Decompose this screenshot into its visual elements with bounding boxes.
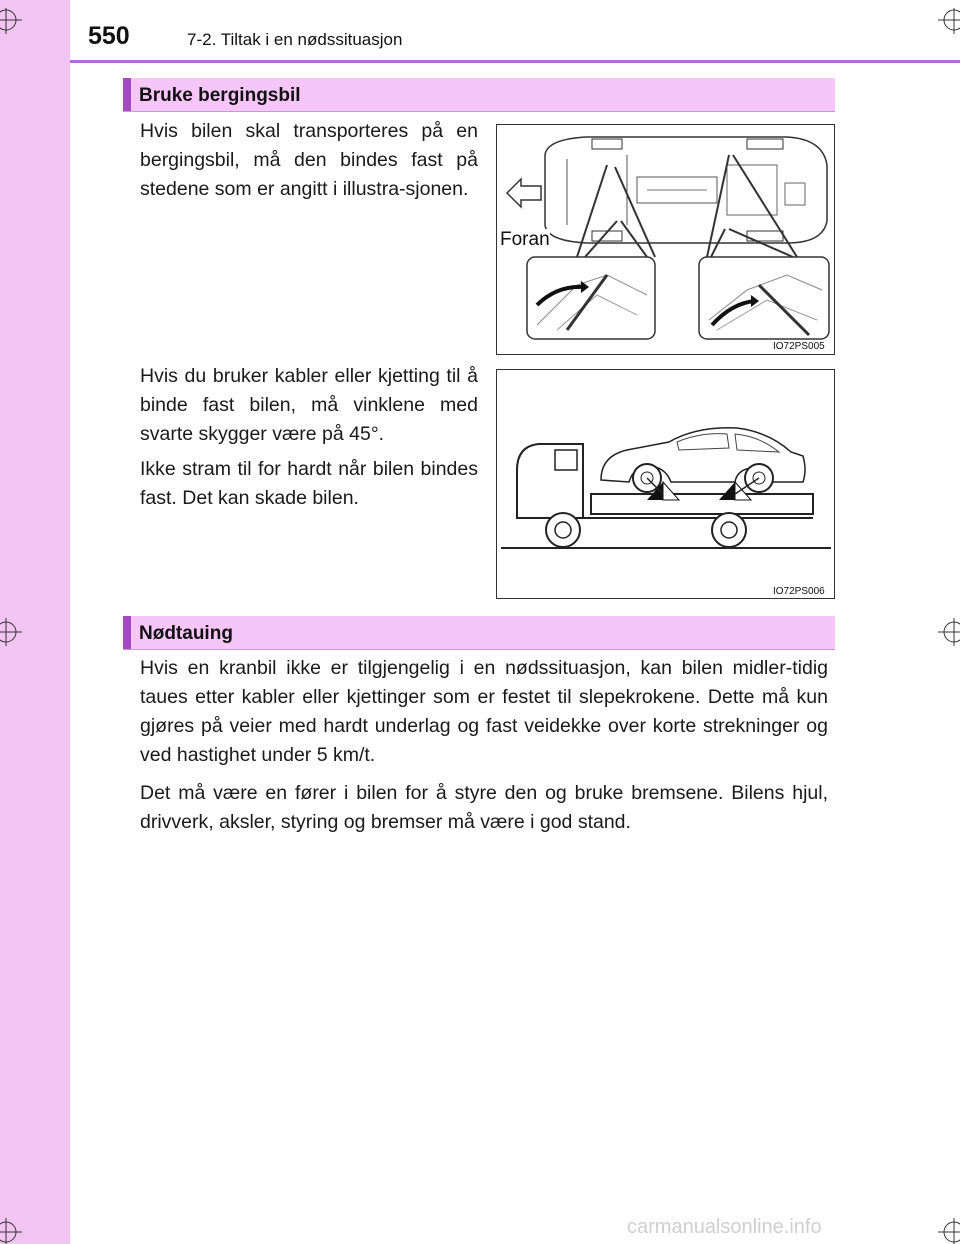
emergency-towing-paragraph-1: Hvis en kranbil ikke er tilgjengelig i en nødssituasjon, kan bilen midler-tidig taues etter kabler eller kjettinger som er festet til slepekrokene. Dette må kun gjøres på veier med hardt underlag og fast veidekke over korte strekninger og ved hastighet under 5 km/t.	[140, 657, 828, 766]
page-number: 550	[88, 22, 130, 50]
tow-truck-paragraph-3: Ikke stram til for hardt når bilen bindes fast. Det kan skade bilen.	[140, 458, 478, 509]
section-heading-bar	[123, 616, 131, 649]
registration-mark-icon	[930, 612, 960, 652]
section-heading-tow-truck	[123, 78, 835, 112]
figure-id: IO72PS006	[773, 586, 825, 597]
section-heading-bar	[123, 78, 131, 111]
registration-mark-icon	[0, 0, 30, 40]
tow-truck-illustration	[497, 370, 834, 598]
section-heading-text: Bruke bergingsbil	[139, 85, 301, 106]
section-heading-text: Nødtauing	[139, 623, 233, 644]
tow-truck-paragraph-2: Hvis du bruker kabler eller kjetting til å binde fast bilen, må vinklene med svarte skygger være på 45°.	[140, 365, 478, 445]
chapter-title: 7-2. Tiltak i en nødssituasjon	[187, 30, 403, 49]
registration-mark-icon	[0, 1212, 30, 1244]
registration-mark-icon	[930, 1212, 960, 1244]
tow-truck-paragraph-1: Hvis bilen skal transporteres på en bergingsbil, må den bindes fast på stedene som er angitt i illustra-sjonen.	[140, 120, 478, 200]
watermark: carmanualsonline.info	[627, 1216, 822, 1238]
registration-mark-icon	[930, 0, 960, 40]
header-rule	[70, 60, 960, 63]
tow-truck-figure	[496, 369, 835, 599]
emergency-towing-paragraph-2: Det må være en fører i bilen for å styre den og bruke bremsene. Bilens hjul, drivverk, aksler, styring og bremser må være i god stand.	[140, 782, 828, 833]
registration-mark-icon	[0, 612, 30, 652]
section-heading-emergency-towing	[123, 616, 835, 650]
front-label: Foran	[500, 229, 550, 250]
figure-id: IO72PS005	[773, 341, 825, 352]
tie-down-points-figure	[496, 124, 835, 355]
